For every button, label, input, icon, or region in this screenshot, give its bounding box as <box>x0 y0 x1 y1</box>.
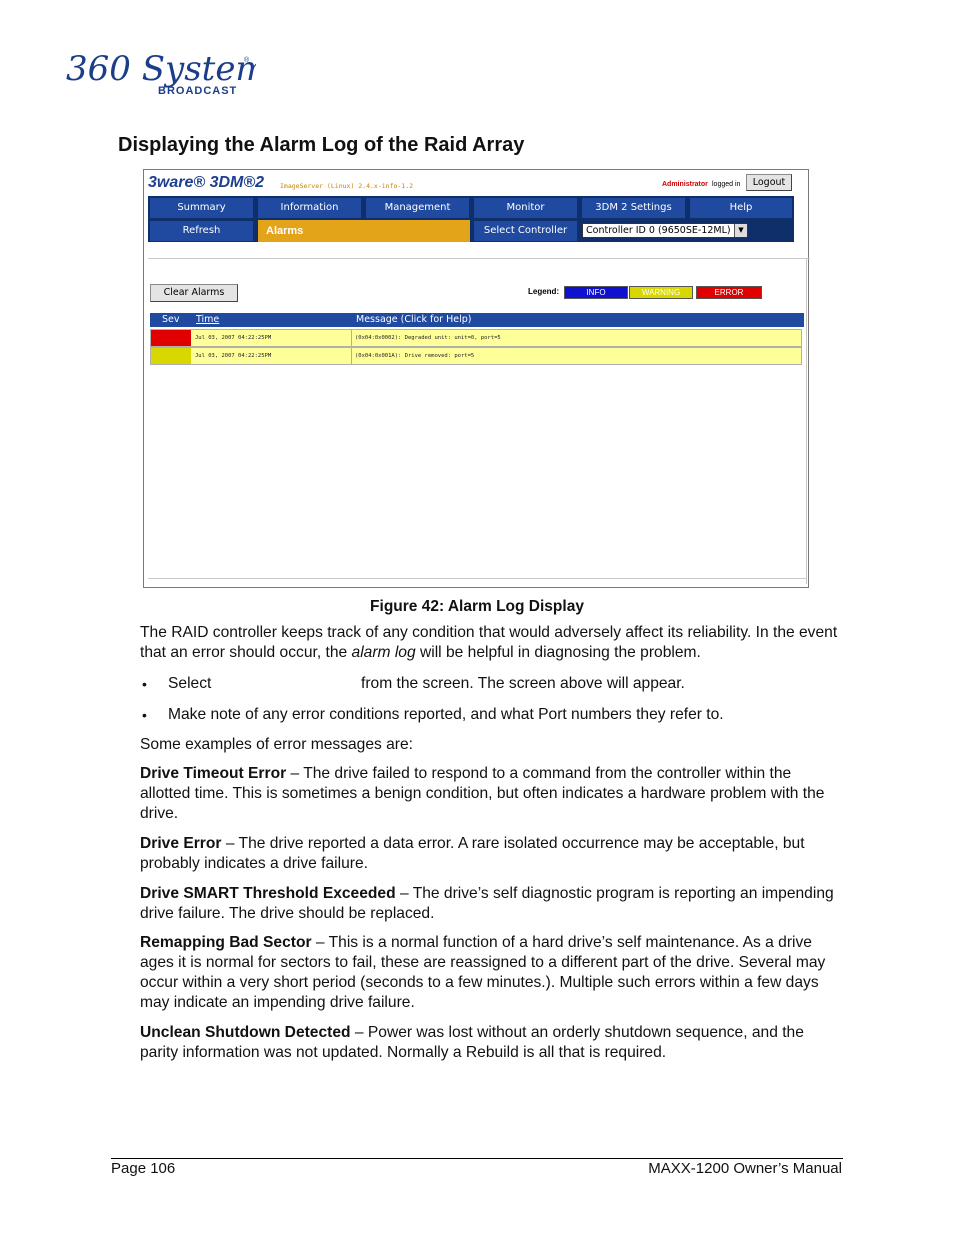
svg-text:®: ® <box>244 57 250 64</box>
refresh-button[interactable]: Refresh <box>150 221 253 241</box>
tdm-product-logo: 3ware® 3DM®2 <box>148 174 265 191</box>
error-desc: – Power was lost without an orderly shutdown sequence, and the parity information was not updated. Normally a Rebuild is all that is required. <box>140 1024 804 1061</box>
sev-error-cell <box>151 330 191 346</box>
controller-select-value: Controller ID 0 (9650SE-12ML) <box>586 225 731 236</box>
error-term: Remapping Bad Sector <box>140 934 312 951</box>
intro-text: The RAID controller keeps track of any condition that would adversely affect its reliability. In the event that an error should occur, the <box>140 624 838 661</box>
alarm-table-header <box>150 313 804 327</box>
error-desc: – The drive failed to respond to a command from the controller within the allotted time. This is sometimes a benign condition, but often indicates a hardware problem with the drive. <box>140 765 825 822</box>
figure-caption: Figure 42: Alarm Log Display <box>370 598 584 615</box>
nav-3dm-settings[interactable]: 3DM 2 Settings <box>582 198 685 218</box>
logout-button[interactable]: Logout <box>746 174 792 191</box>
error-smart <box>140 884 842 924</box>
bullet-icon: • <box>142 676 147 692</box>
error-remap <box>140 933 842 1013</box>
manual-title: MAXX-1200 Owner’s Manual <box>648 1160 842 1177</box>
sev-warning-cell <box>151 348 191 364</box>
row-time: Jul 03, 2007 04:22:25PM <box>195 353 272 359</box>
error-term: Drive Error <box>140 835 222 852</box>
page-number: Page 106 <box>111 1160 176 1177</box>
clear-alarms-button[interactable]: Clear Alarms <box>150 284 238 302</box>
alarm-log-screenshot <box>143 169 809 588</box>
bullet-1-start: Select <box>168 675 212 692</box>
intro-text-end: will be helpful in diagnosing the problem. <box>415 644 701 661</box>
logged-in-label: logged in <box>712 181 741 188</box>
table-row[interactable] <box>150 329 802 347</box>
nav-information[interactable]: Information <box>258 198 361 218</box>
divider-vertical <box>806 258 807 584</box>
row-message[interactable]: (0x04:0x001A): Drive removed: port=5 <box>355 353 475 359</box>
divider-bottom <box>148 578 806 579</box>
bullet-icon: • <box>142 707 147 723</box>
footer-rule <box>111 1158 843 1159</box>
col-message[interactable]: Message (Click for Help) <box>356 314 472 325</box>
alarms-tab: Alarms <box>258 220 470 242</box>
brand-logo <box>66 42 256 100</box>
intro-emphasis: alarm log <box>351 644 416 661</box>
nav-management[interactable]: Management <box>366 198 469 218</box>
nav-monitor[interactable]: Monitor <box>474 198 577 218</box>
row-message[interactable]: (0x04:0x0002): Degraded unit: unit=0, port=5 <box>355 335 501 341</box>
error-term: Drive SMART Threshold Exceeded <box>140 885 396 902</box>
col-time[interactable]: Time <box>196 314 220 325</box>
row-time: Jul 03, 2007 04:22:25PM <box>195 335 272 341</box>
examples-intro: Some examples of error messages are: <box>140 736 414 753</box>
legend-error: ERROR <box>696 286 762 299</box>
legend-label: Legend: <box>528 287 560 296</box>
nav-help[interactable]: Help <box>690 198 792 218</box>
bullet-1 <box>168 674 768 694</box>
error-desc: – The drive reported a data error. A rare isolated occurrence may be acceptable, but probably indicates a drive failure. <box>140 835 805 872</box>
select-controller-label: Select Controller <box>474 221 577 241</box>
cell-divider <box>351 330 352 346</box>
controller-select[interactable] <box>582 223 748 238</box>
bullet-2: Make note of any error conditions reported, and what Port numbers they refer to. <box>168 706 724 723</box>
error-term: Unclean Shutdown Detected <box>140 1024 351 1041</box>
section-title: Displaying the Alarm Log of the Raid Array <box>118 134 525 156</box>
error-unclean <box>140 1023 842 1063</box>
logo-script-text: 360 Syste <box>66 49 236 89</box>
error-drive <box>140 834 842 874</box>
cell-divider <box>351 348 352 364</box>
error-timeout <box>140 764 842 824</box>
bullet-1-end: from the screen. The screen above will appear. <box>361 675 685 692</box>
error-term: Drive Timeout Error <box>140 765 287 782</box>
tdm-product-sub: ImageServer (Linux) 2.4.x-info-1.2 <box>280 182 414 190</box>
error-desc: – This is a normal function of a hard drive’s self maintenance. As a drive ages it is normal for sectors to fail, these are reassigned to a different part of the drive. Several may occur within a very short period (seconds to a few minutes.). Multiple such errors within a few days may indicate an impending drive failure. <box>140 934 826 1011</box>
col-sev[interactable]: Sev <box>162 314 180 325</box>
chevron-down-icon[interactable]: ▼ <box>734 224 747 237</box>
table-row[interactable] <box>150 347 802 365</box>
logo-sub-text: BROADCAST <box>158 85 238 97</box>
divider <box>148 258 810 259</box>
nav-summary[interactable]: Summary <box>150 198 253 218</box>
intro-paragraph <box>140 623 842 663</box>
legend-warning: WARNING <box>629 286 693 299</box>
legend-info: INFO <box>564 286 628 299</box>
error-desc: – The drive’s self diagnostic program is reporting an impending drive failure. The drive should be replaced. <box>140 885 834 922</box>
admin-label: Administrator <box>662 181 708 188</box>
